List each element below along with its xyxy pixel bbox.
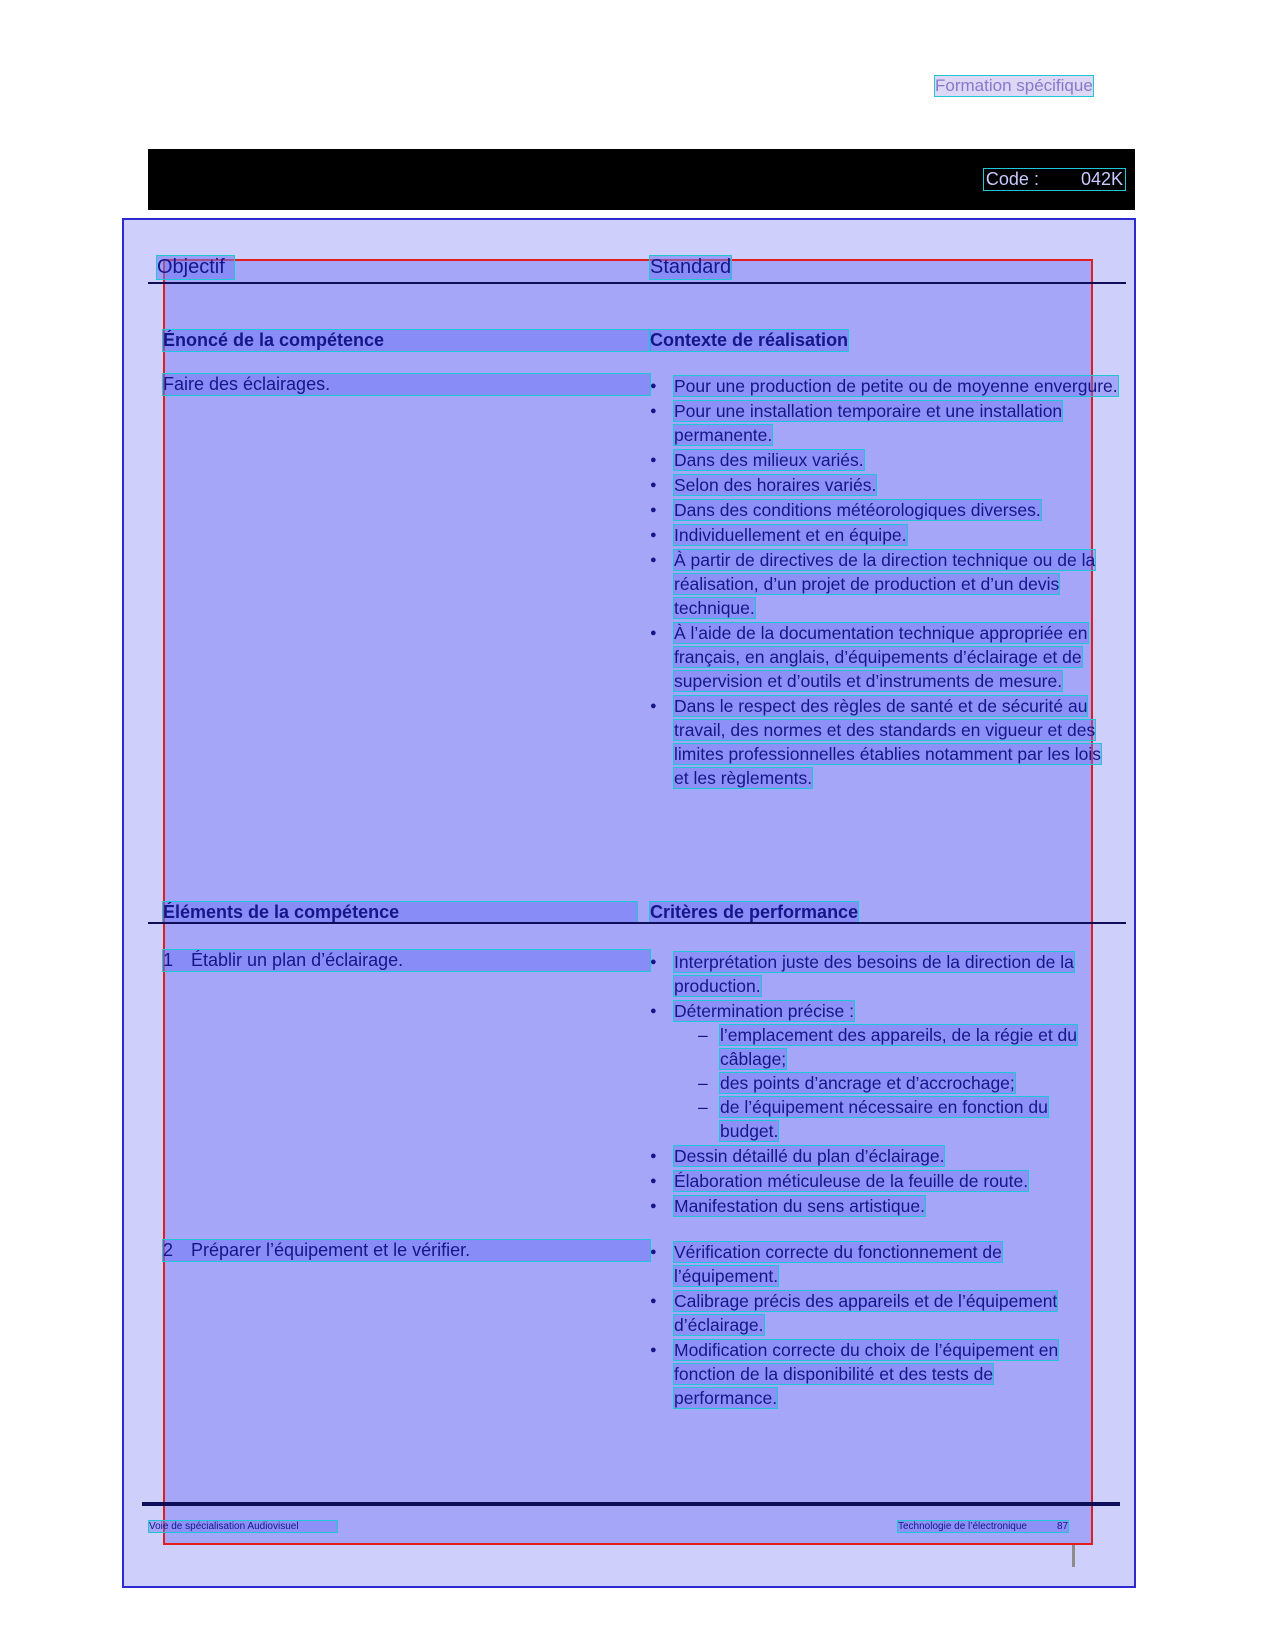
criteria-subitem: [674, 1023, 1100, 1071]
criteria-subitem-text: des points d’ancrage et d’accrochage;: [720, 1073, 1015, 1093]
context-item: [650, 621, 1120, 693]
footer-program: Technologie de l’électronique: [898, 1521, 1027, 1532]
code-value: 042K: [1080, 169, 1123, 189]
header-rule: [148, 282, 1126, 284]
footer-left: Voie de spécialisation Audiovisuel: [149, 1521, 337, 1532]
context-list-wrap: [650, 374, 1120, 791]
criteria-sublist: [674, 1023, 1100, 1143]
criteria-subitem: [674, 1095, 1100, 1143]
element-text: Préparer l’équipement et le vérifier.: [191, 1240, 471, 1260]
criteria-item-text: Calibrage précis des appareils et de l’équipement d’éclairage.: [674, 1291, 1058, 1335]
context-item: [650, 694, 1120, 790]
criteria-subitem: [674, 1071, 1100, 1095]
context-item: [650, 498, 1120, 522]
code-label: Code :: [985, 169, 1039, 189]
column-header-standard: Standard: [650, 256, 732, 278]
element-number: 2: [163, 1240, 174, 1260]
context-item-text: Dans le respect des règles de santé et de sécurité au travail, des normes et des standards en vigueur et des limites professionnelles établies notamment par les lois et les règlements.: [674, 696, 1102, 788]
criteria-item-text: Vérification correcte du fonctionnement de l’équipement.: [674, 1242, 1002, 1286]
criteria-item-text: Élaboration méticuleuse de la feuille de route.: [674, 1171, 1029, 1191]
section-rule: [148, 922, 1126, 924]
criteria-item-text: Manifestation du sens artistique.: [674, 1196, 925, 1216]
criteria-item: [650, 950, 1100, 998]
criteria-item-text: Dessin détaillé du plan d’éclairage.: [674, 1146, 945, 1166]
footer-rule: [142, 1502, 1120, 1506]
criteria-item: [650, 1289, 1100, 1337]
page-number: 87: [1056, 1521, 1069, 1532]
criteria-subitem-text: de l’équipement nécessaire en fonction du budget.: [720, 1097, 1048, 1141]
context-item-text: Dans des milieux variés.: [674, 450, 864, 470]
competence-statement: Faire des éclairages.: [163, 374, 650, 395]
context-item-text: Individuellement et en équipe.: [674, 525, 907, 545]
criteria-item-text: Détermination précise :: [674, 1001, 854, 1021]
text-cursor: [1072, 1545, 1075, 1567]
header-bar: [148, 149, 1135, 210]
context-item-text: À l’aide de la documentation technique appropriée en français, en anglais, d’équipements d’éclairage et de supervision et d’outils et d’instruments de mesure.: [674, 623, 1088, 691]
criteria-list: [650, 1240, 1100, 1410]
section-title-context: Contexte de réalisation: [650, 330, 849, 350]
page-section-label: Formation spécifique: [935, 76, 1093, 95]
criteria-item: [650, 1169, 1100, 1193]
context-item-text: Pour une installation temporaire et une installation permanente.: [674, 401, 1063, 445]
competence-element: [163, 1240, 650, 1261]
criteria-item: [650, 1240, 1100, 1288]
criteria-item-text: Interprétation juste des besoins de la direction de la production.: [674, 952, 1074, 996]
context-item-text: Pour une production de petite ou de moyenne envergure.: [674, 376, 1118, 396]
context-item: [650, 448, 1120, 472]
section-title-elements: Éléments de la compétence: [163, 902, 637, 923]
column-header-objectif: Objectif: [157, 256, 234, 279]
criteria-item-text: Modification correcte du choix de l’équipement en fonction de la disponibilité et des tests de performance.: [674, 1340, 1059, 1408]
footer-right: [898, 1521, 1068, 1532]
context-item: [650, 374, 1120, 398]
criteria-list-wrap: [650, 1240, 1100, 1411]
context-list: [650, 374, 1120, 790]
section-title-criteria: Critères de performance: [650, 902, 859, 922]
criteria-list-wrap: [650, 950, 1100, 1219]
context-item-text: Selon des horaires variés.: [674, 475, 877, 495]
criteria-list: [650, 950, 1100, 1218]
competence-element: [163, 950, 650, 971]
context-item: [650, 523, 1120, 547]
context-item: [650, 473, 1120, 497]
criteria-item: [650, 1338, 1100, 1410]
context-item: [650, 548, 1120, 620]
context-item-text: À partir de directives de la direction technique ou de la réalisation, d’un projet de production et d’un devis technique.: [674, 550, 1096, 618]
code-field: [984, 169, 1125, 190]
context-item: [650, 399, 1120, 447]
criteria-item: [650, 1144, 1100, 1168]
criteria-item: [650, 999, 1100, 1143]
element-text: Établir un plan d’éclairage.: [191, 950, 404, 970]
criteria-item: [650, 1194, 1100, 1218]
element-number: 1: [163, 950, 174, 970]
section-title-competence: Énoncé de la compétence: [163, 330, 650, 351]
criteria-subitem-text: l’emplacement des appareils, de la régie et du câblage;: [720, 1025, 1078, 1069]
context-item-text: Dans des conditions météorologiques diverses.: [674, 500, 1041, 520]
